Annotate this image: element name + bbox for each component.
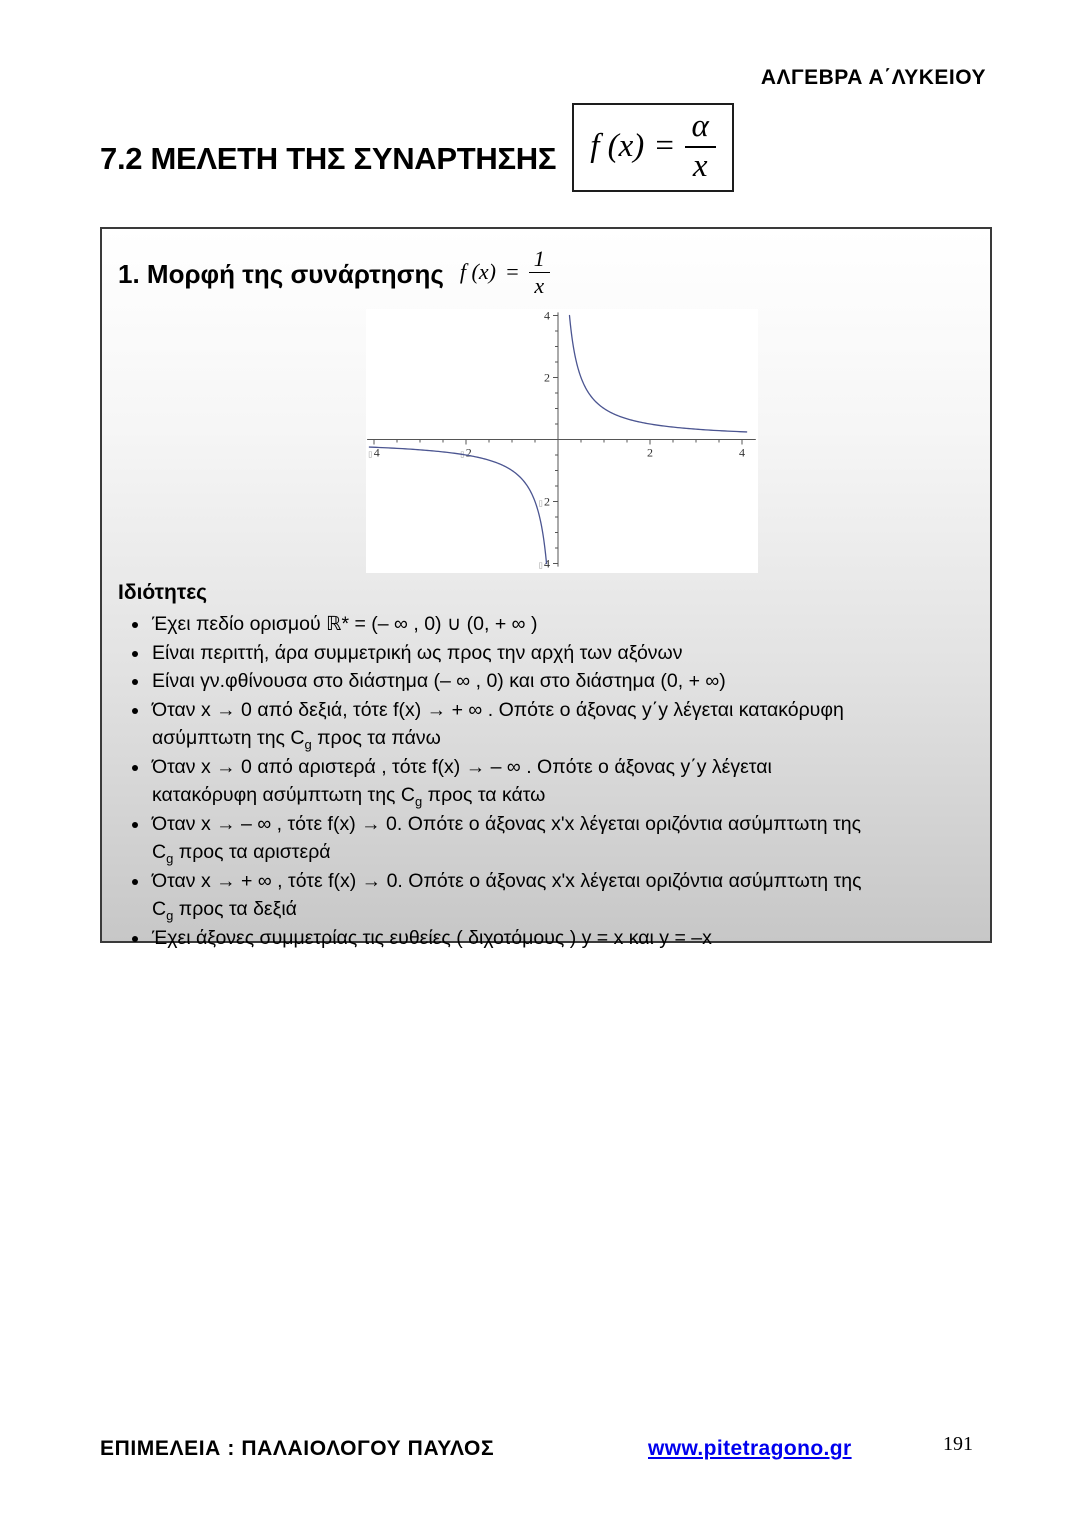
formula-lhs: f (x) [590, 128, 645, 165]
tick-label: ▯4 [538, 556, 550, 571]
property-item: • Είναι γν.φθίνουσα στο διάστημα (– ∞ , 0) και στο διάστημα (0, + ∞) [150, 667, 980, 696]
tick-label: 4 [544, 309, 550, 323]
section-formula-lhs: f (x) [459, 259, 496, 285]
formula-fraction [685, 109, 716, 184]
properties-list [102, 610, 990, 952]
section-formula-numerator: 1 [529, 247, 550, 273]
footer-editor: ΕΠΙΜΕΛΕΙΑ : ΠΑΛΑΙΟΛΟΓΟΥ ΠΑΥΛΟΣ [100, 1437, 495, 1460]
tick-label: 4 [739, 445, 745, 460]
property-item: • Όταν x → 0 από δεξιά, τότε f(x) → + ∞ . Οπότε ο άξονας y΄y λέγεται κατακόρυφη ασύμπτωτη της $C_g$ προς τα πάνω [150, 696, 980, 753]
footer-website-link[interactable]: www.pitetragono.gr [648, 1437, 852, 1460]
course-header: ΑΛΓΕΒΡΑ Α΄ΛΥΚΕΙΟΥ [760, 66, 986, 89]
content-box [100, 227, 992, 949]
tick-label: ▯4 [368, 445, 380, 460]
tick-label: 2 [544, 370, 550, 385]
page-number: 191 [943, 1433, 973, 1455]
formula-box [572, 103, 734, 192]
property-item: • Όταν x → 0 από αριστερά , τότε f(x) → – ∞ . Οπότε ο άξονας y΄y λέγεται κατακόρυφη ασύμπτωτη της $C_g$ προς τα κάτω [150, 753, 980, 810]
property-item: • Όταν x → – ∞ , τότε f(x) → 0. Οπότε ο άξονας x'x λέγεται οριζόντια ασύμπτωτη της $C_g$ προς τα αριστερά [150, 810, 980, 867]
property-item: • Όταν x → + ∞ , τότε f(x) → 0. Οπότε ο άξονας x'x λέγεται οριζόντια ασύμπτωτη της $C_g$ προς τα δεξιά [150, 867, 980, 924]
property-item: • Έχει άξονες συμμετρίας τις ευθείες ( διχοτόμους ) y = x και y = –x [150, 924, 980, 953]
tick-label: ▯2 [460, 445, 472, 460]
property-item: • Έχει πεδίο ορισμού ℝ* = (– ∞ , 0) ∪ (0, + ∞ ) [150, 610, 980, 639]
title-row [100, 103, 992, 192]
tick-label: 2 [647, 445, 653, 460]
section-heading: 1. Μορφή της συνάρτησης [118, 259, 444, 289]
section-formula-fraction [529, 247, 550, 298]
hyperbola-plot [366, 309, 758, 573]
formula-numerator: α [685, 109, 716, 148]
tick-label: ▯2 [538, 494, 550, 509]
section-formula [460, 247, 550, 298]
axes [367, 312, 756, 566]
curve-branch [570, 316, 747, 432]
formula-equals: = [653, 128, 676, 165]
section-formula-equals: = [504, 259, 520, 285]
page-title: 7.2 ΜΕΛΕΤΗ ΤΗΣ ΣΥΝΑΡΤΗΣΗΣ [100, 140, 557, 176]
formula-denominator: x [692, 147, 708, 184]
property-item: • Είναι περιττή, άρα συμμετρική ως προς την αρχή των αξόνων [150, 639, 980, 668]
section-formula-denominator: x [534, 272, 545, 298]
properties-heading: Ιδιότητες [118, 581, 208, 604]
curve-branch [369, 447, 546, 563]
function-graph [366, 309, 758, 573]
main-formula [590, 109, 716, 184]
